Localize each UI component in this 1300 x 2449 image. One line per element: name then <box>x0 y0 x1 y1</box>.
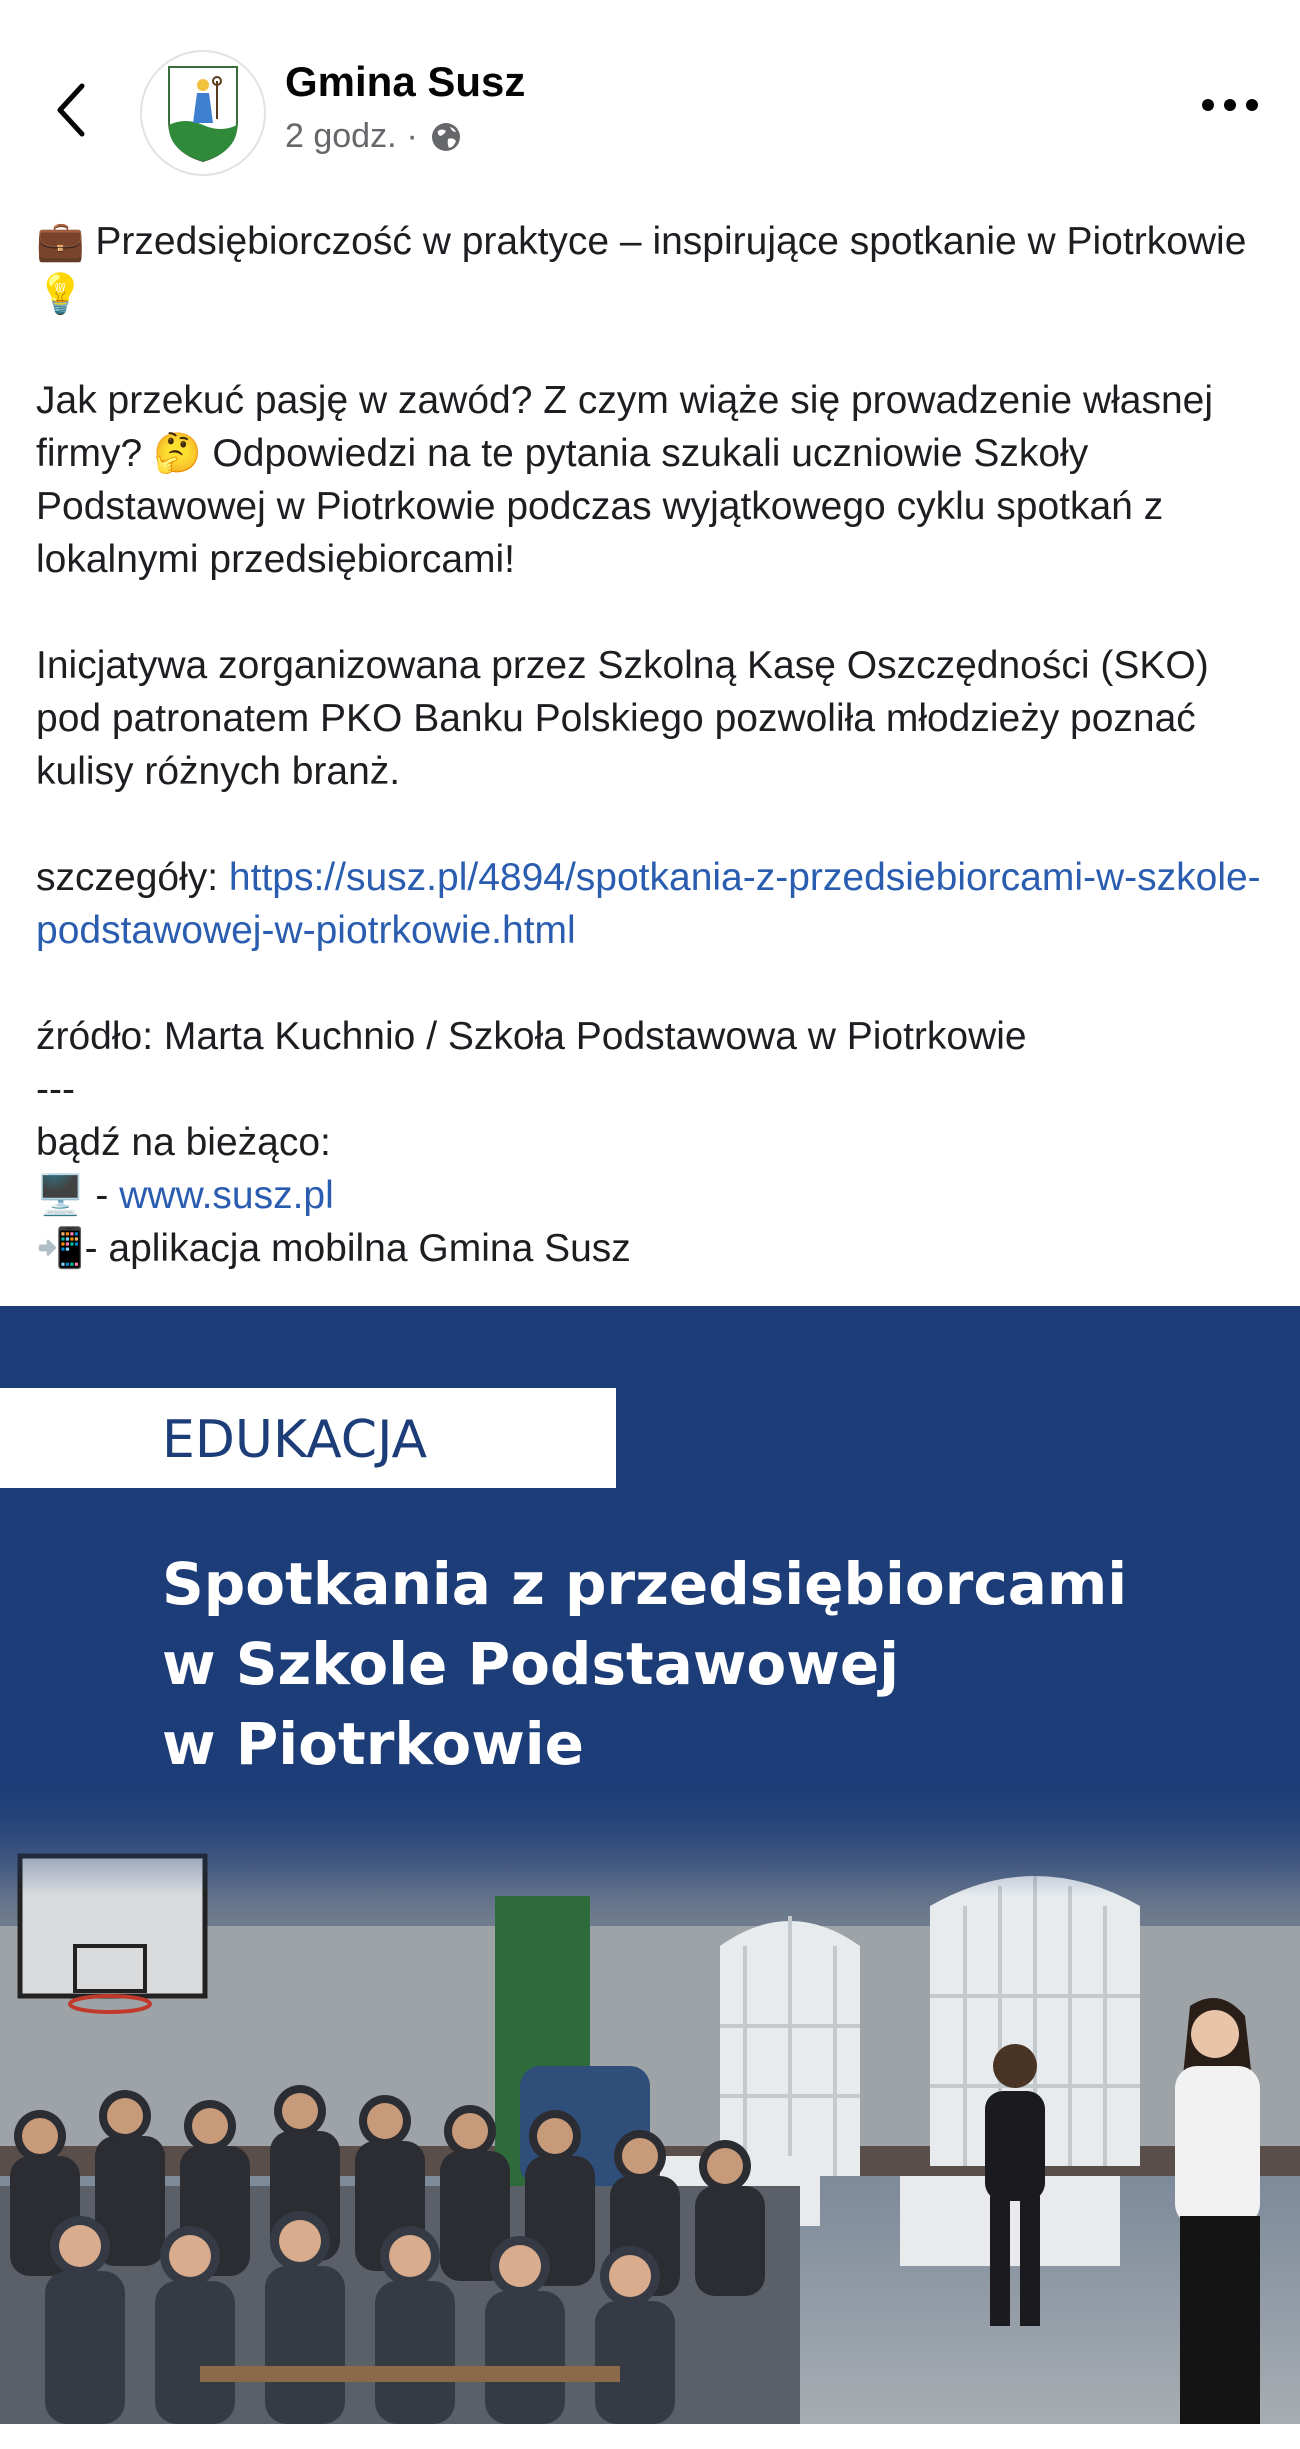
post-title-text: Przedsiębiorczość w praktyce – inspirujące spotkanie w Piotrkowie <box>95 220 1247 263</box>
website-dash: - <box>84 1174 120 1217</box>
post-source: źródło: Marta Kuchnio / Szkoła Podstawowa w Piotrkowie <box>36 1015 1027 1058</box>
thinking-emoji: 🤔 <box>153 431 202 476</box>
app-text: - aplikacja mobilna Gmina Susz <box>84 1227 631 1270</box>
post-meta <box>285 117 464 156</box>
more-dots-icon <box>1200 98 1260 112</box>
chevron-left-icon <box>52 80 88 140</box>
avatar[interactable] <box>140 50 266 176</box>
post-stay-updated: bądź na bieżąco: <box>36 1121 331 1164</box>
image-headline-2: w Szkole Podstawowej <box>162 1630 900 1698</box>
meta-separator: · <box>406 117 418 155</box>
coat-of-arms-icon <box>163 63 243 163</box>
lightbulb-emoji: 💡 <box>36 272 85 317</box>
page-name[interactable]: Gmina Susz <box>285 58 526 105</box>
back-button[interactable] <box>40 70 100 150</box>
paragraph-1-a: Jak przekuć pasję w zawód? Z czym wiąże się prowadzenie własnej firmy? <box>36 379 1214 475</box>
details-link[interactable]: https://susz.pl/4894/spotkania-z-przedsiebiorcami-w-szkole-podstawowej-w-piotrkowie.html <box>36 856 1261 952</box>
post-website-line <box>36 1169 1276 1222</box>
more-options-button[interactable] <box>1190 85 1270 125</box>
post-text <box>36 215 1276 1275</box>
globe-icon <box>428 119 464 155</box>
presenter-right <box>1175 1998 1260 2424</box>
post-time[interactable]: 2 godz. <box>285 117 397 155</box>
website-link[interactable]: www.susz.pl <box>119 1174 334 1217</box>
category-tag: EDUKACJA <box>162 1410 428 1470</box>
details-label: szczegóły: <box>36 856 219 899</box>
post-title <box>36 215 1276 321</box>
post-app-line <box>36 1222 1276 1275</box>
bottom-separator <box>0 2424 1300 2449</box>
post-image[interactable] <box>0 1306 1300 2424</box>
post-header <box>0 0 1300 190</box>
mobile-arrow-emoji: 📲 <box>36 1226 85 1271</box>
post-dashes: --- <box>36 1068 75 1111</box>
computer-emoji: 🖥️ <box>36 1173 85 1218</box>
post-image-graphic <box>0 1306 1300 2424</box>
paragraph-1-b: Odpowiedzi na te pytania szukali uczniowie Szkoły Podstawowej w Piotrkowie podczas wyjątkowego cyklu spotkań z lokalnymi przedsiębiorcami! <box>36 432 1164 581</box>
image-headline-1: Spotkania z przedsiębiorcami <box>162 1550 1128 1618</box>
post-details <box>36 851 1276 957</box>
post-paragraph-2: Inicjatywa zorganizowana przez Szkolną Kasę Oszczędności (SKO) pod patronatem PKO Banku Polskiego pozwoliła młodzieży poznać kulisy różnych branż. <box>36 644 1209 793</box>
window-left <box>720 1916 860 2176</box>
briefcase-emoji: 💼 <box>36 219 85 264</box>
post-paragraph-1 <box>36 374 1276 586</box>
image-headline-3: w Piotrkowie <box>162 1710 585 1778</box>
